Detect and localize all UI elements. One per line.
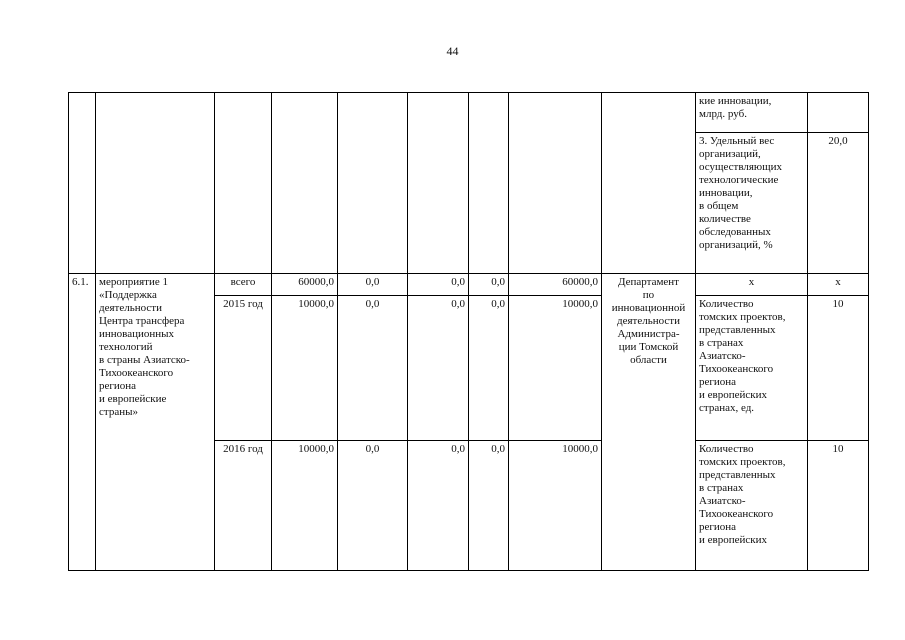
amount: 60000,0 <box>509 274 602 296</box>
executor: Департамент по инновационной деятельности Администра- ции Томской области <box>602 274 696 571</box>
amount: 0,0 <box>338 441 408 571</box>
total-amount: 10000,0 <box>272 441 338 571</box>
cell-empty <box>215 93 272 274</box>
indicator-value: x <box>808 274 869 296</box>
item-number: 6.1. <box>69 274 96 571</box>
total-amount: 60000,0 <box>272 274 338 296</box>
period: всего <box>215 274 272 296</box>
amount: 0,0 <box>408 441 469 571</box>
page-number: 44 <box>446 44 459 58</box>
amount: 0,0 <box>408 274 469 296</box>
indicator-text: x <box>696 274 808 296</box>
cell-empty <box>272 93 338 274</box>
item-name: мероприятие 1 «Поддержка деятельности Центра трансфера инновационных технологий в страны Азиатско- Тихоокеанского региона и европейские страны» <box>96 274 215 571</box>
amount: 0,0 <box>469 296 509 441</box>
cell-empty <box>602 93 696 274</box>
amount: 0,0 <box>338 296 408 441</box>
amount: 0,0 <box>469 441 509 571</box>
amount: 0,0 <box>408 296 469 441</box>
table-row <box>69 274 869 296</box>
indicator-text: Количество томских проектов, представленных в странах Азиатско- Тихоокеанского региона и европейских <box>696 441 808 571</box>
amount: 10000,0 <box>509 296 602 441</box>
indicator-value <box>808 93 869 133</box>
indicator-text: 3. Удельный вес организаций, осуществляющих технологические инновации, в общем количестве обследованных организаций, % <box>696 133 808 274</box>
cell-empty <box>96 93 215 274</box>
total-amount: 10000,0 <box>272 296 338 441</box>
program-table <box>68 92 869 571</box>
cell-empty <box>338 93 408 274</box>
indicator-text: Количество томских проектов, представленных в странах Азиатско- Тихоокеанского региона и европейских странах, ед. <box>696 296 808 441</box>
table-row <box>69 93 869 133</box>
indicator-value: 20,0 <box>808 133 869 274</box>
indicator-value: 10 <box>808 441 869 571</box>
cell-empty <box>509 93 602 274</box>
amount: 0,0 <box>469 274 509 296</box>
cell-empty <box>408 93 469 274</box>
cell-empty <box>69 93 96 274</box>
cell-empty <box>469 93 509 274</box>
period: 2015 год <box>215 296 272 441</box>
period: 2016 год <box>215 441 272 571</box>
amount: 0,0 <box>338 274 408 296</box>
amount: 10000,0 <box>509 441 602 571</box>
indicator-value: 10 <box>808 296 869 441</box>
indicator-text: кие инновации, млрд. руб. <box>696 93 808 133</box>
